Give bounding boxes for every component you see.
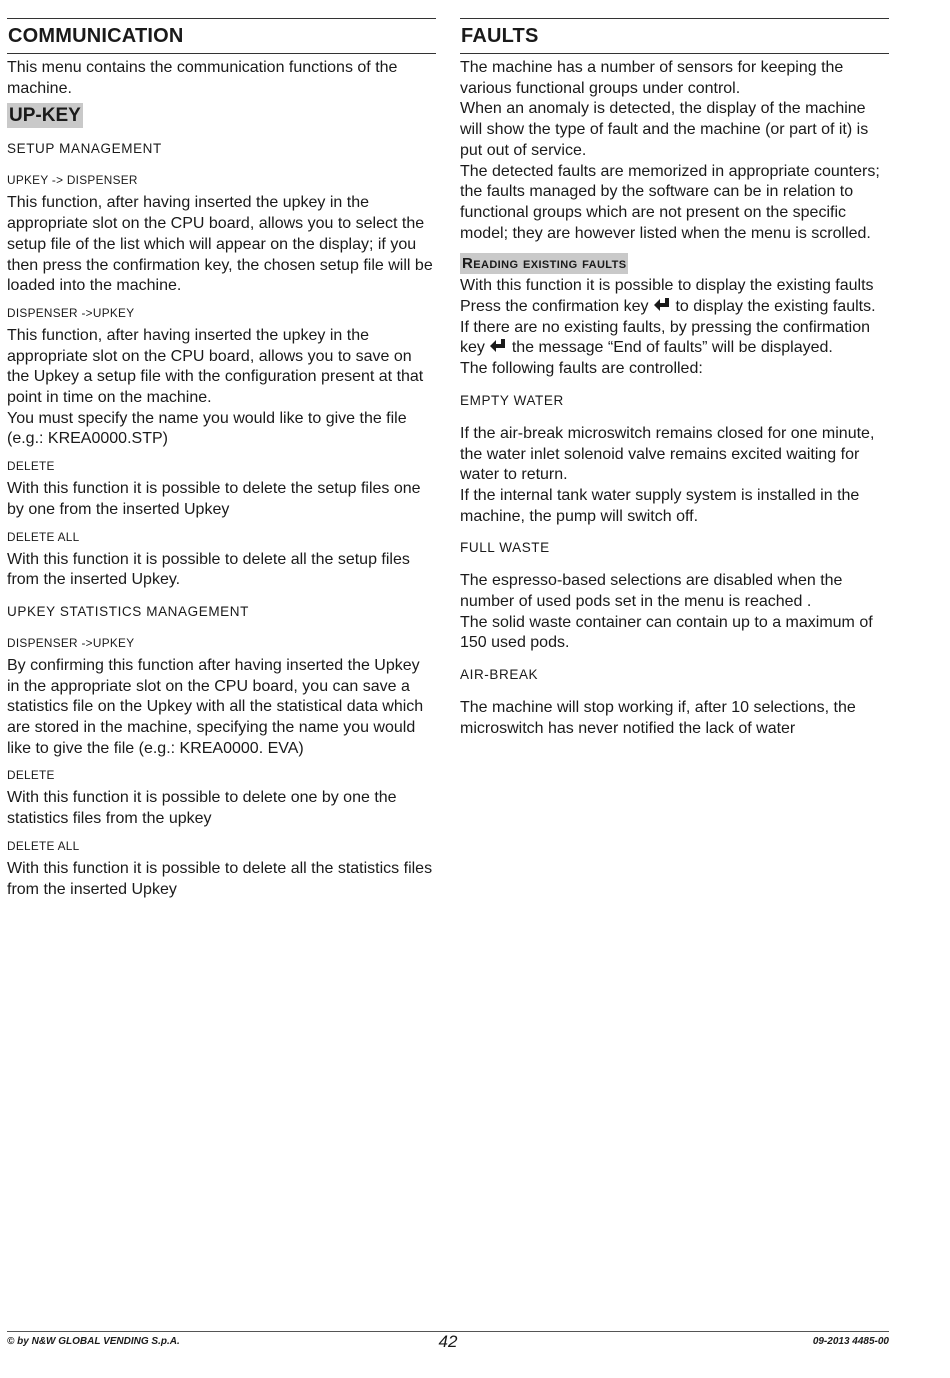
faults-intro-1: The machine has a number of sensors for keeping the various functional groups under control. xyxy=(460,59,844,97)
reading-text-3 xyxy=(460,318,889,359)
communication-intro: This menu contains the communication functions of the machine. xyxy=(7,59,398,97)
setup-management-heading: SETUP MANAGEMENT xyxy=(7,141,162,157)
full-waste-text-2: The solid waste container can contain up to a maximum of 150 used pods. xyxy=(460,613,873,652)
reading-faults-heading: Reading existing faults xyxy=(462,255,627,273)
reading-text-2b: to display the existing faults. xyxy=(675,298,876,316)
dispenser-to-upkey-heading: DISPENSER ->UPKEY xyxy=(7,305,135,320)
stats-delete-heading: DELETE xyxy=(7,768,55,783)
upkey-to-dispenser-heading: UPKEY -> DISPENSER xyxy=(7,173,138,188)
stats-dispenser-to-upkey-heading: DISPENSER ->UPKEY xyxy=(7,635,135,650)
upkey-to-dispenser-text: This function, after having inserted the upkey in the appropriate slot on the CPU board, allows you to select the setup file of the list which will appear on the display; if you then press the confirmation key, the chosen setup file will be loaded into the machine. xyxy=(7,194,433,295)
stats-delete-text: With this function it is possible to delete one by one the statistics files from the upkey xyxy=(7,789,397,828)
stats-delete-all-text: With this function it is possible to delete all the statistics files from the inserted Upkey xyxy=(7,859,433,898)
reading-text-4: The following faults are controlled: xyxy=(460,360,703,378)
enter-key-icon xyxy=(489,338,507,354)
upkey-heading: UP-KEY xyxy=(9,105,81,127)
empty-water-text-1: If the air-break microswitch remains closed for one minute, the water inlet solenoid valve remains excited waiting for water to return. xyxy=(460,424,875,484)
delete-all-heading: DELETE ALL xyxy=(7,529,80,544)
dispenser-to-upkey-text-2: You must specify the name you would like to give the file (e.g.: KREA0000.STP) xyxy=(7,409,407,448)
reading-text-3b: the message “End of faults” will be displayed. xyxy=(511,339,833,357)
footer-copyright: © by N&W GLOBAL VENDING S.p.A. xyxy=(7,1336,180,1347)
faults-title: FAULTS xyxy=(460,18,889,54)
reading-text-3a: If there are no existing faults, by pressing the confirmation key xyxy=(460,318,870,357)
footer-page-number: 42 xyxy=(438,1332,458,1351)
delete-text: With this function it is possible to delete the setup files one by one from the inserted Upkey xyxy=(7,480,421,518)
enter-key-icon xyxy=(653,297,671,313)
empty-water-text-2: If the internal tank water supply system is installed in the machine, the pump will switch off. xyxy=(460,486,860,525)
delete-all-text: With this function it is possible to delete all the setup files from the inserted Upkey. xyxy=(7,550,410,589)
stats-dispenser-to-upkey-text: By confirming this function after having inserted the Upkey in the appropriate slot on the CPU board, you can save a statistics file on the Upkey with all the statistical data which are stored in the machine, specifying the name you would like to give the file (e.g.: KREA0000. EVA) xyxy=(7,656,424,757)
reading-text-1: With this function it is possible to display the existing faults xyxy=(460,277,874,295)
air-break-text: The machine will stop working if, after 10 selections, the microswitch has never notified the lack of water xyxy=(460,699,856,737)
communication-title: COMMUNICATION xyxy=(7,18,436,54)
left-column xyxy=(7,18,436,900)
delete-heading: DELETE xyxy=(7,459,55,474)
page-footer xyxy=(7,1331,889,1356)
faults-intro-2: When an anomaly is detected, the display of the machine will show the type of fault and the machine (or part of it) is put out of service. xyxy=(460,100,869,159)
air-break-heading: AIR-BREAK xyxy=(460,667,539,683)
footer-doc-code: 09-2013 4485-00 xyxy=(812,1336,889,1347)
stats-management-heading: UPKEY STATISTICS MANAGEMENT xyxy=(7,603,249,619)
faults-intro-3: The detected faults are memorized in appropriate counters; the faults managed by the software can be in relation to functional groups which are not present on the specific model; they are however listed when the menu is scrolled. xyxy=(460,162,880,242)
empty-water-heading: EMPTY WATER xyxy=(460,392,564,408)
full-waste-heading: FULL WASTE xyxy=(460,540,550,556)
reading-text-2 xyxy=(460,297,889,318)
dispenser-to-upkey-text-1: This function, after having inserted the upkey in the appropriate slot on the CPU board, allows you to save on the Upkey a setup file with the configuration present at that point in time on the machine. xyxy=(7,326,424,407)
stats-delete-all-heading: DELETE ALL xyxy=(7,838,80,853)
full-waste-text-1: The espresso-based selections are disabled when the number of used pods set in the menu is reached . xyxy=(460,572,843,611)
right-column xyxy=(460,18,889,740)
reading-text-2a: Press the confirmation key xyxy=(460,298,649,316)
